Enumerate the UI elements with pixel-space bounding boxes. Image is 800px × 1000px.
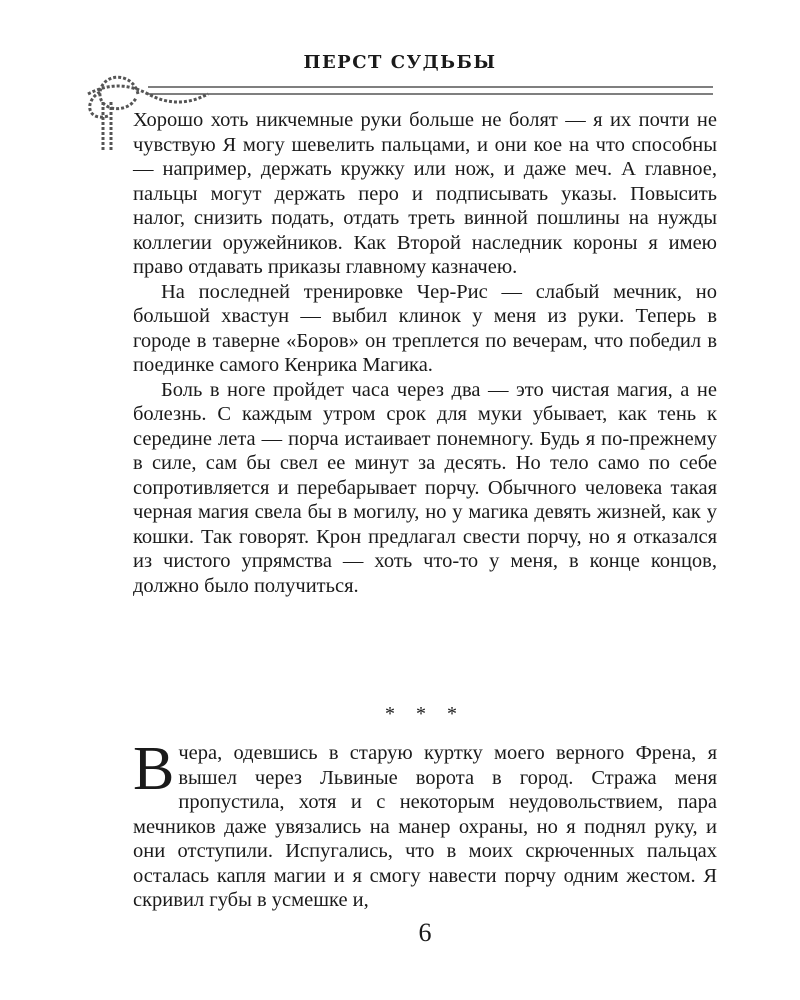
scene-break: * * * (385, 703, 465, 725)
chapter-text: чера, одевшись в старую куртку моего верного Френа, я вышел через Львиные ворота в город. Стража меня пропустила, хотя и с некоторым неудовольствием, пара мечников даже увязались на манер охраны, но я поднял руку, и они отступили. Испугались, что в моих скрюченных пальцах осталась капля магии и я смогу навести порчу одним жестом. Я скривил губы в усмешке и, (133, 742, 717, 911)
paragraph: Боль в ноге пройдет часа через два — это чистая магия, а не болезнь. С каждым утром срок для муки убывает, как тень к середине лета — порча истаивает понемногу. Будь я по-прежнему в силе, сам бы свел ее минут за десять. Но тело само по себе сопротивляется и перебарывает порчу. Обычного человека такая черная магия свела бы в могилу, но у магика девять жизней, как у кошки. Так говорят. Крон предлагал свести порчу, но я отказался из чистого упрямства — хоть что-то у меня, в конце концов, должно было получиться. (133, 378, 717, 597)
chapter-paragraph (133, 735, 717, 913)
running-title: ПЕРСТ СУДЬБЫ (303, 52, 497, 73)
main-text (133, 108, 717, 598)
page-number: 6 (418, 918, 432, 947)
drop-cap: В (133, 735, 175, 803)
chapter-opening (133, 735, 717, 913)
paragraph: Хорошо хоть никчемные руки больше не болят — я их почти не чувствую Я могу шевелить пальцами, и они кое на что способны — например, держать кружку или нож, и даже меч. А главное, пальцы могут держать перо и подписывать указы. Повысить налог, снизить подать, отдать треть винной пошлины на нужды коллегии оружейников. Как Второй наследник короны я имею право отдавать приказы главному казначею. (133, 109, 717, 278)
paragraph: На последней тренировке Чер-Рис — слабый мечник, но большой хвастун — выбил клинок у меня из руки. Теперь в городе в таверне «Боров» он треплется по вечерам, что победил в поединке самого Кенрика Магика. (133, 280, 717, 376)
